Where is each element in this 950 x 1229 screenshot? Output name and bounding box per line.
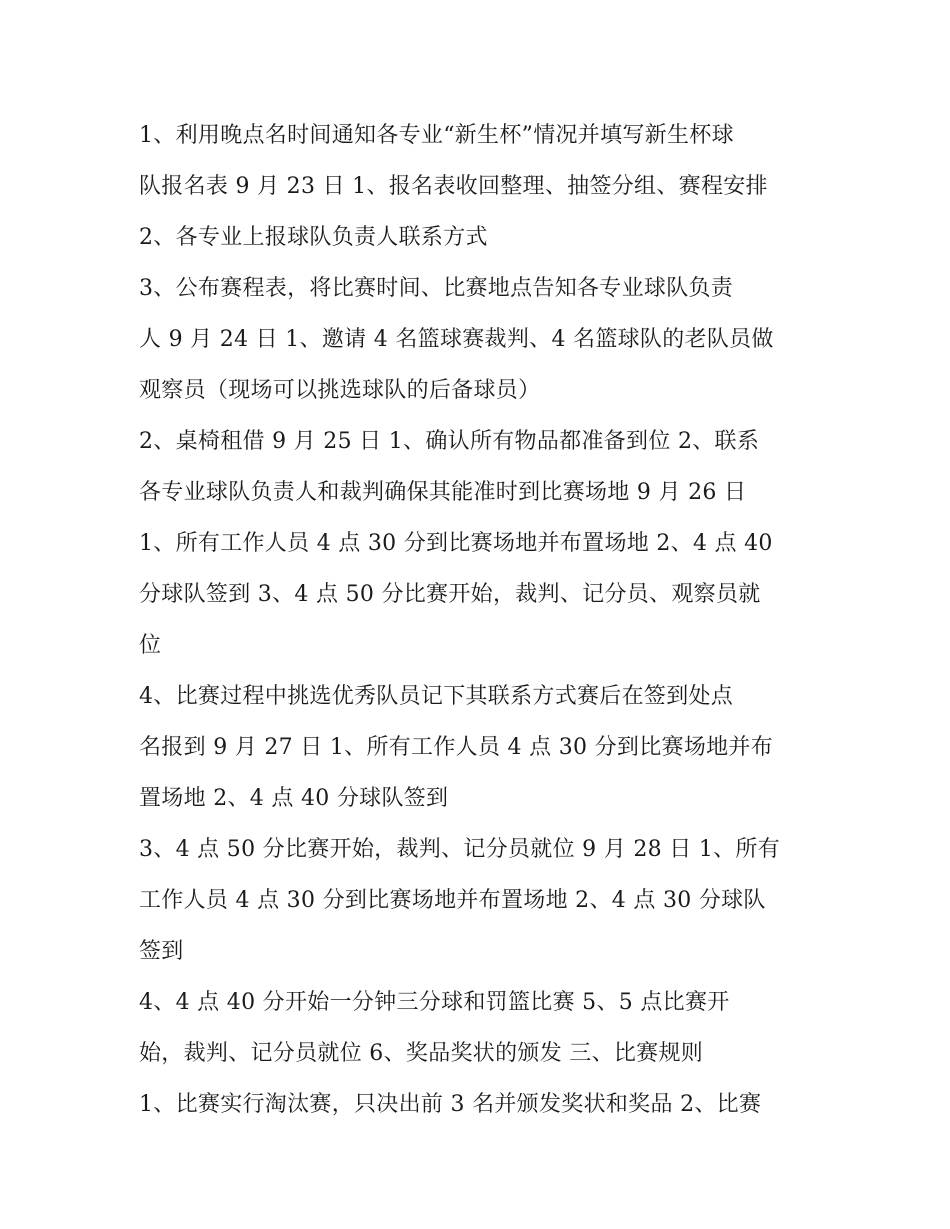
text-line: 3、4 点 50 分比赛开始，裁判、记分员就位 9 月 28 日 1、所有 [139,837,781,862]
text-line: 1、比赛实行淘汰赛，只决出前 3 名并颁发奖状和奖品 2、比赛 [139,1092,762,1117]
text-line: 置场地 2、4 点 40 分球队签到 [139,786,449,811]
text-line: 1、所有工作人员 4 点 30 分到比赛场地并布置场地 2、4 点 40 [139,531,773,556]
text-line: 3、公布赛程表，将比赛时间、比赛地点告知各专业球队负责 [139,276,734,301]
text-line: 各专业球队负责人和裁判确保其能准时到比赛场地 9 月 26 日 [139,480,747,505]
text-line: 签到 [139,939,184,964]
text-line: 4、比赛过程中挑选优秀队员记下其联系方式赛后在签到处点 [139,684,734,709]
text-line: 2、各专业上报球队负责人联系方式 [139,225,488,250]
text-line: 1、利用晚点名时间通知各专业“新生杯”情况并填写新生杯球 [139,123,734,148]
text-line: 4、4 点 40 分开始一分钟三分球和罚篮比赛 5、5 点比赛开 [139,990,730,1015]
document-body [139,110,839,1130]
text-line: 人 9 月 24 日 1、邀请 4 名篮球赛裁判、4 名篮球队的老队员做 [139,327,774,352]
text-line: 队报名表 9 月 23 日 1、报名表收回整理、抽签分组、赛程安排 [139,174,768,199]
text-line: 始，裁判、记分员就位 6、奖品奖状的颁发 三、比赛规则 [139,1041,704,1066]
text-line: 名报到 9 月 27 日 1、所有工作人员 4 点 30 分到比赛场地并布 [139,735,774,760]
text-line: 观察员（现场可以挑选球队的后备球员） [139,378,541,403]
text-line: 2、桌椅租借 9 月 25 日 1、确认所有物品都准备到位 2、联系 [139,429,760,454]
text-line: 位 [139,633,162,658]
text-line: 工作人员 4 点 30 分到比赛场地并布置场地 2、4 点 30 分球队 [139,888,766,913]
text-line: 分球队签到 3、4 点 50 分比赛开始，裁判、记分员、观察员就 [139,582,761,607]
